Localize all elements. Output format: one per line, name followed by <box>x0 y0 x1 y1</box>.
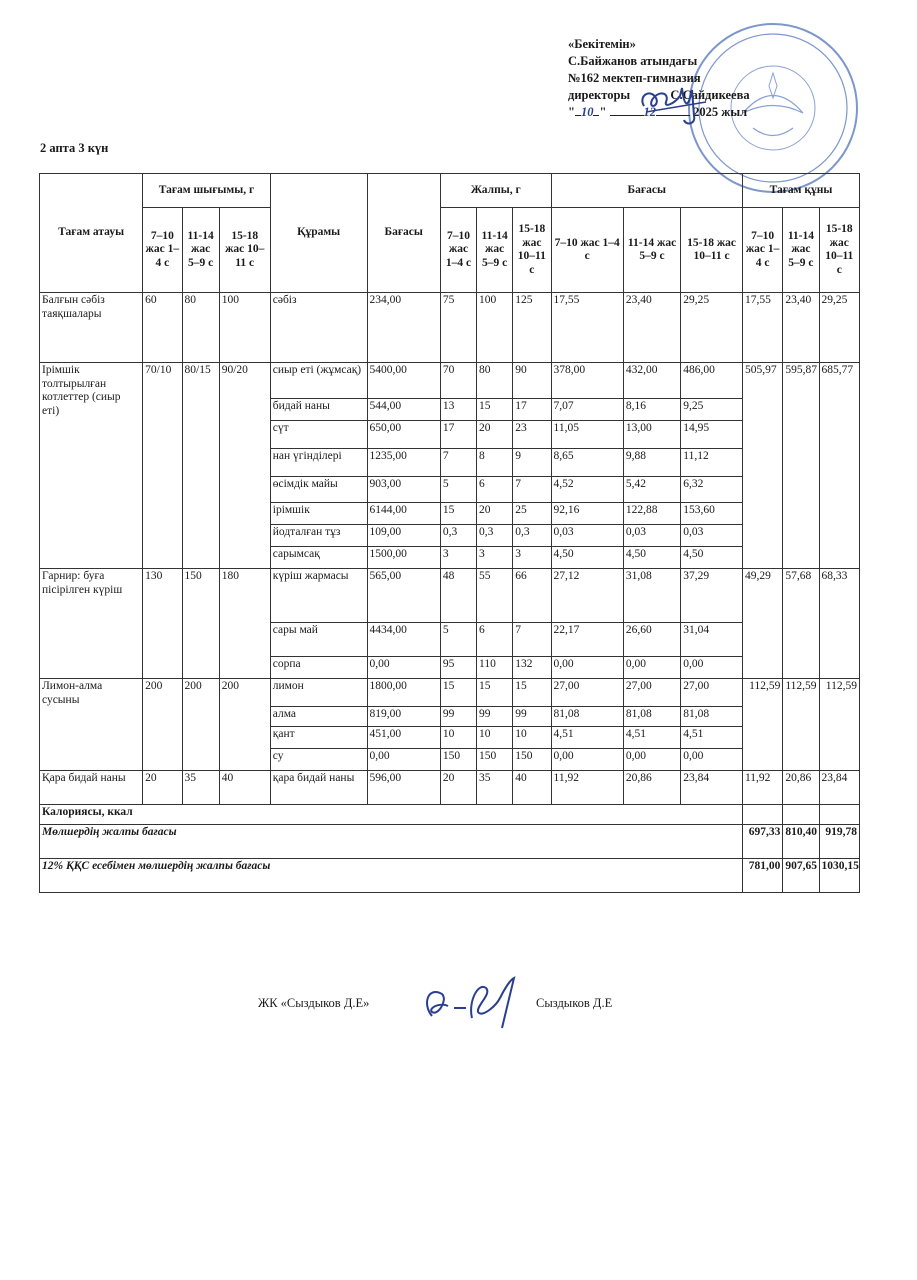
director-signature <box>636 76 712 128</box>
ingredient-cost-age2: 9,88 <box>623 449 680 477</box>
approval-school-name: С.Байжанов атындағы <box>568 54 698 68</box>
dish-name: Лимон-алма сусыны <box>40 679 143 771</box>
ingredient-gross-age2: 55 <box>477 569 513 623</box>
ingredient-price: 0,00 <box>367 657 440 679</box>
ingredient-cost-age2: 27,00 <box>623 679 680 707</box>
dish-total-age2: 57,68 <box>783 569 819 679</box>
ingredient-gross-age1: 10 <box>440 727 476 749</box>
ingredient-gross-age3: 99 <box>513 707 551 727</box>
ingredient-gross-age3: 150 <box>513 749 551 771</box>
ingredient-gross-age2: 3 <box>477 547 513 569</box>
dish-name: Қара бидай наны <box>40 771 143 805</box>
approval-title: «Бекітемін» <box>568 37 636 51</box>
header-meal-cost: Тағам құны <box>742 174 859 208</box>
ingredient-row <box>40 679 860 707</box>
ingredient-gross-age2: 15 <box>477 679 513 707</box>
ingredient-gross-age2: 35 <box>477 771 513 805</box>
ingredient-cost-age3: 11,12 <box>681 449 743 477</box>
ingredient-gross-age2: 99 <box>477 707 513 727</box>
total-value-age1: 697,33 <box>742 825 782 859</box>
ingredient-name: ірімшік <box>270 503 367 525</box>
ingredient-gross-age2: 6 <box>477 477 513 503</box>
ingredient-gross-age3: 66 <box>513 569 551 623</box>
dish-yield-age3: 90/20 <box>219 363 270 569</box>
header-yield-age2: 11-14 жас 5–9 с <box>182 208 219 293</box>
ingredient-cost-age1: 0,00 <box>551 657 623 679</box>
dish-total-age3: 29,25 <box>819 293 860 363</box>
ingredient-gross-age1: 15 <box>440 503 476 525</box>
ingredient-cost-age3: 0,03 <box>681 525 743 547</box>
header-gross-age2: 11-14 жас 5–9 с <box>477 208 513 293</box>
ingredient-cost-age2: 0,00 <box>623 657 680 679</box>
dish-total-age1: 11,92 <box>742 771 782 805</box>
dish-total-age2: 20,86 <box>783 771 819 805</box>
ingredient-cost-age2: 432,00 <box>623 363 680 399</box>
ingredient-name: нан үгінділері <box>270 449 367 477</box>
approval-date-day: 10 <box>580 105 594 119</box>
approval-date-year: 2025 жыл <box>693 105 748 119</box>
dish-total-age2: 23,40 <box>783 293 819 363</box>
footer-company: ЖК «Сыздыков Д.Е» <box>258 996 370 1010</box>
ingredient-cost-age3: 23,84 <box>681 771 743 805</box>
ingredient-name: қант <box>270 727 367 749</box>
menu-body <box>40 293 860 805</box>
ingredient-cost-age1: 81,08 <box>551 707 623 727</box>
ingredient-gross-age3: 9 <box>513 449 551 477</box>
total-value-age2: 810,40 <box>783 825 819 859</box>
ingredient-cost-age1: 27,00 <box>551 679 623 707</box>
ingredient-name: сорпа <box>270 657 367 679</box>
dish-yield-age1: 60 <box>143 293 182 363</box>
ingredient-cost-age2: 0,00 <box>623 749 680 771</box>
ingredient-price: 819,00 <box>367 707 440 727</box>
ingredient-price: 4434,00 <box>367 623 440 657</box>
ingredient-gross-age2: 15 <box>477 399 513 421</box>
ingredient-gross-age2: 10 <box>477 727 513 749</box>
ingredient-cost-age3: 0,00 <box>681 657 743 679</box>
dish-yield-age2: 35 <box>182 771 219 805</box>
ingredient-price: 5400,00 <box>367 363 440 399</box>
ingredient-name: су <box>270 749 367 771</box>
calories-row <box>40 805 860 825</box>
ingredient-cost-age1: 22,17 <box>551 623 623 657</box>
ingredient-gross-age3: 3 <box>513 547 551 569</box>
ingredient-cost-age3: 31,04 <box>681 623 743 657</box>
dish-yield-age2: 80 <box>182 293 219 363</box>
dish-yield-age3: 200 <box>219 679 270 771</box>
ingredient-cost-age3: 81,08 <box>681 707 743 727</box>
ingredient-name: алма <box>270 707 367 727</box>
dish-total-age1: 112,59 <box>742 679 782 771</box>
header-cost-age3: 15-18 жас 10–11 с <box>681 208 743 293</box>
ingredient-price: 109,00 <box>367 525 440 547</box>
ingredient-gross-age3: 40 <box>513 771 551 805</box>
ingredient-gross-age2: 110 <box>477 657 513 679</box>
total-label: Мөлшердің жалпы бағасы <box>40 825 743 859</box>
ingredient-cost-age2: 20,86 <box>623 771 680 805</box>
dish-total-age1: 49,29 <box>742 569 782 679</box>
ingredient-gross-age3: 0,3 <box>513 525 551 547</box>
ingredient-name: сәбіз <box>270 293 367 363</box>
ingredient-cost-age3: 4,50 <box>681 547 743 569</box>
ingredient-price: 234,00 <box>367 293 440 363</box>
dish-yield-age3: 100 <box>219 293 270 363</box>
header-price: Бағасы <box>367 174 440 293</box>
ingredient-name: сарымсақ <box>270 547 367 569</box>
director-label: директоры <box>568 88 631 102</box>
calories-label: Калориясы, ккал <box>40 805 743 825</box>
ingredient-gross-age1: 7 <box>440 449 476 477</box>
header-gross-age1: 7–10 жас 1–4 с <box>440 208 476 293</box>
ingredient-cost-age2: 23,40 <box>623 293 680 363</box>
ingredient-price: 544,00 <box>367 399 440 421</box>
ingredient-gross-age1: 48 <box>440 569 476 623</box>
ingredient-cost-age1: 378,00 <box>551 363 623 399</box>
ingredient-cost-age3: 486,00 <box>681 363 743 399</box>
approval-date-month: 12 <box>643 105 657 119</box>
ingredient-price: 596,00 <box>367 771 440 805</box>
header-meal-age3: 15-18 жас 10–11 с <box>819 208 860 293</box>
ingredient-gross-age1: 5 <box>440 623 476 657</box>
ingredient-cost-age3: 14,95 <box>681 421 743 449</box>
ingredient-name: сүт <box>270 421 367 449</box>
ingredient-gross-age1: 99 <box>440 707 476 727</box>
total-vat-label: 12% ҚҚС есебімен мөлшердің жалпы бағасы <box>40 859 743 893</box>
ingredient-gross-age1: 5 <box>440 477 476 503</box>
ingredient-cost-age1: 4,52 <box>551 477 623 503</box>
ingredient-gross-age2: 8 <box>477 449 513 477</box>
ingredient-gross-age2: 6 <box>477 623 513 657</box>
header-yield: Тағам шығымы, г <box>143 174 271 208</box>
ingredient-price: 1235,00 <box>367 449 440 477</box>
header-yield-age1: 7–10 жас 1–4 с <box>143 208 182 293</box>
ingredient-cost-age3: 153,60 <box>681 503 743 525</box>
ingredient-name: өсімдік майы <box>270 477 367 503</box>
dish-yield-age1: 20 <box>143 771 182 805</box>
dish-yield-age2: 80/15 <box>182 363 219 569</box>
ingredient-gross-age2: 20 <box>477 503 513 525</box>
ingredient-gross-age1: 13 <box>440 399 476 421</box>
ingredient-cost-age2: 122,88 <box>623 503 680 525</box>
ingredient-price: 1500,00 <box>367 547 440 569</box>
total-row <box>40 825 860 859</box>
header-cost: Бағасы <box>551 174 742 208</box>
dish-yield-age3: 180 <box>219 569 270 679</box>
ingredient-cost-age1: 17,55 <box>551 293 623 363</box>
total-vat-row <box>40 859 860 893</box>
ingredient-cost-age2: 31,08 <box>623 569 680 623</box>
ingredient-gross-age2: 100 <box>477 293 513 363</box>
ingredient-gross-age3: 90 <box>513 363 551 399</box>
header-gross-age3: 15-18 жас 10–11 с <box>513 208 551 293</box>
ingredient-gross-age1: 15 <box>440 679 476 707</box>
director-name: С.Сайдикеева <box>670 88 750 102</box>
day-label: 2 апта 3 күн <box>40 141 109 155</box>
ingredient-cost-age2: 81,08 <box>623 707 680 727</box>
ingredient-gross-age3: 125 <box>513 293 551 363</box>
ingredient-gross-age3: 25 <box>513 503 551 525</box>
total-vat-age1: 781,00 <box>742 859 782 893</box>
approval-date-line: " 10 " 12 2025 жыл <box>568 105 748 119</box>
ingredient-cost-age2: 0,03 <box>623 525 680 547</box>
ingredient-cost-age1: 4,51 <box>551 727 623 749</box>
ingredient-gross-age3: 7 <box>513 623 551 657</box>
dish-yield-age1: 130 <box>143 569 182 679</box>
ingredient-price: 903,00 <box>367 477 440 503</box>
ingredient-name: күріш жармасы <box>270 569 367 623</box>
ingredient-cost-age1: 11,92 <box>551 771 623 805</box>
dish-name: Ірімшік толтырылған котлеттер (сиыр еті) <box>40 363 143 569</box>
dish-yield-age1: 70/10 <box>143 363 182 569</box>
header-yield-age3: 15-18 жас 10–11 с <box>219 208 270 293</box>
total-vat-age2: 907,65 <box>783 859 819 893</box>
header-gross: Жалпы, г <box>440 174 551 208</box>
supplier-signature <box>418 972 530 1036</box>
ingredient-name: лимон <box>270 679 367 707</box>
ingredient-price: 650,00 <box>367 421 440 449</box>
ingredient-gross-age1: 3 <box>440 547 476 569</box>
ingredient-cost-age1: 11,05 <box>551 421 623 449</box>
ingredient-gross-age1: 20 <box>440 771 476 805</box>
approval-school-number: №162 мектеп-гимназия <box>568 71 701 85</box>
dish-yield-age2: 200 <box>182 679 219 771</box>
ingredient-cost-age1: 8,65 <box>551 449 623 477</box>
header-cost-age1: 7–10 жас 1–4 с <box>551 208 623 293</box>
dish-total-age1: 17,55 <box>742 293 782 363</box>
ingredient-cost-age3: 6,32 <box>681 477 743 503</box>
ingredient-price: 1800,00 <box>367 679 440 707</box>
ingredient-gross-age1: 75 <box>440 293 476 363</box>
ingredient-name: сиыр еті (жұмсақ) <box>270 363 367 399</box>
ingredient-gross-age1: 150 <box>440 749 476 771</box>
dish-yield-age3: 40 <box>219 771 270 805</box>
ingredient-price: 451,00 <box>367 727 440 749</box>
menu-summary <box>40 805 860 893</box>
ingredient-row <box>40 293 860 363</box>
ingredient-cost-age2: 13,00 <box>623 421 680 449</box>
header-composition: Құрамы <box>270 174 367 293</box>
ingredient-cost-age2: 26,60 <box>623 623 680 657</box>
ingredient-gross-age3: 15 <box>513 679 551 707</box>
dish-total-age2: 112,59 <box>783 679 819 771</box>
header-meal-age2: 11-14 жас 5–9 с <box>783 208 819 293</box>
ingredient-name: қара бидай наны <box>270 771 367 805</box>
ingredient-cost-age2: 5,42 <box>623 477 680 503</box>
dish-total-age3: 685,77 <box>819 363 860 569</box>
dish-total-age3: 112,59 <box>819 679 860 771</box>
ingredient-cost-age3: 0,00 <box>681 749 743 771</box>
ingredient-gross-age2: 0,3 <box>477 525 513 547</box>
header-cost-age2: 11-14 жас 5–9 с <box>623 208 680 293</box>
dish-name: Балғын сәбіз таяқшалары <box>40 293 143 363</box>
ingredient-gross-age3: 23 <box>513 421 551 449</box>
ingredient-name: сары май <box>270 623 367 657</box>
ingredient-gross-age2: 20 <box>477 421 513 449</box>
ingredient-cost-age3: 29,25 <box>681 293 743 363</box>
dish-total-age1: 505,97 <box>742 363 782 569</box>
ingredient-cost-age1: 0,03 <box>551 525 623 547</box>
ingredient-cost-age3: 9,25 <box>681 399 743 421</box>
ingredient-gross-age3: 10 <box>513 727 551 749</box>
ingredient-gross-age3: 7 <box>513 477 551 503</box>
footer-signatory: Сыздыков Д.Е <box>536 996 613 1010</box>
ingredient-row <box>40 569 860 623</box>
ingredient-price: 565,00 <box>367 569 440 623</box>
ingredient-cost-age3: 37,29 <box>681 569 743 623</box>
dish-total-age2: 595,87 <box>783 363 819 569</box>
ingredient-gross-age1: 17 <box>440 421 476 449</box>
ingredient-cost-age3: 27,00 <box>681 679 743 707</box>
dish-total-age3: 23,84 <box>819 771 860 805</box>
header-dish-name: Тағам атауы <box>40 174 143 293</box>
ingredient-gross-age1: 95 <box>440 657 476 679</box>
ingredient-price: 0,00 <box>367 749 440 771</box>
ingredient-gross-age1: 70 <box>440 363 476 399</box>
ingredient-row <box>40 363 860 399</box>
ingredient-cost-age1: 92,16 <box>551 503 623 525</box>
dish-name: Гарнир: буға пісірілген күріш <box>40 569 143 679</box>
total-value-age3: 919,78 <box>819 825 860 859</box>
header-meal-age1: 7–10 жас 1–4 с <box>742 208 782 293</box>
dish-total-age3: 68,33 <box>819 569 860 679</box>
menu-table <box>39 173 860 893</box>
ingredient-cost-age1: 27,12 <box>551 569 623 623</box>
ingredient-cost-age3: 4,51 <box>681 727 743 749</box>
dish-yield-age2: 150 <box>182 569 219 679</box>
dish-yield-age1: 200 <box>143 679 182 771</box>
ingredient-gross-age3: 17 <box>513 399 551 421</box>
ingredient-price: 6144,00 <box>367 503 440 525</box>
ingredient-gross-age2: 80 <box>477 363 513 399</box>
ingredient-name: бидай наны <box>270 399 367 421</box>
ingredient-cost-age1: 0,00 <box>551 749 623 771</box>
ingredient-cost-age1: 4,50 <box>551 547 623 569</box>
ingredient-name: йодталған тұз <box>270 525 367 547</box>
ingredient-gross-age1: 0,3 <box>440 525 476 547</box>
ingredient-gross-age2: 150 <box>477 749 513 771</box>
ingredient-cost-age2: 8,16 <box>623 399 680 421</box>
ingredient-gross-age3: 132 <box>513 657 551 679</box>
ingredient-cost-age2: 4,51 <box>623 727 680 749</box>
ingredient-row <box>40 771 860 805</box>
ingredient-cost-age1: 7,07 <box>551 399 623 421</box>
ingredient-cost-age2: 4,50 <box>623 547 680 569</box>
total-vat-age3: 1030,15 <box>819 859 860 893</box>
